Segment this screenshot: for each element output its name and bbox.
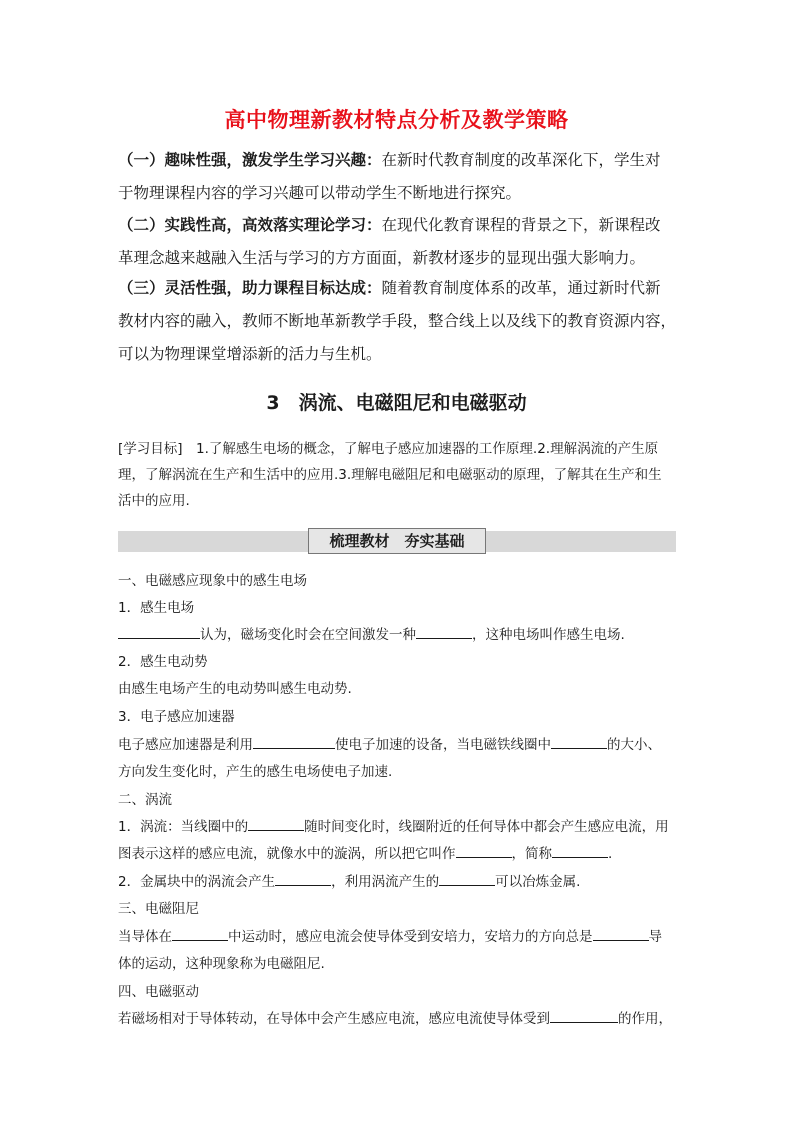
intro-heading-2: （二）实践性高，高效落实理论学习：	[118, 216, 382, 234]
fill-blank[interactable]	[416, 624, 472, 639]
text-span: 的作用，	[618, 1011, 672, 1027]
text-span: 1．涡流：当线圈中的	[118, 819, 249, 835]
intro-text: 革理念越来越融入生活与学习的方方面面，新教材逐步的显现出强大影响力。	[118, 249, 646, 267]
subheading-2: 2．感生电动势	[118, 654, 208, 670]
fill-blank[interactable]	[551, 734, 607, 749]
text-span: 可以冶炼金属.	[495, 874, 581, 890]
text-span: ，这种电场叫作感生电场.	[472, 627, 625, 643]
goal-line: [学习目标] 1.了解感生电场的概念，了解电子感应加速器的工作原理.2.理解涡流的产生原	[118, 441, 659, 457]
intro-text: 随着教育制度体系的改革，通过新时代新	[381, 279, 661, 297]
text-span: 导	[648, 929, 662, 945]
text-span: ，简称	[511, 846, 552, 862]
goal-line: 理，了解涡流在生产和生活中的应用.3.理解电磁阻尼和电磁驱动的原理，了解其在生产和生	[118, 467, 662, 483]
text-line	[118, 843, 680, 866]
fill-blank[interactable]	[456, 843, 512, 858]
heading-4: 四、电磁驱动	[118, 984, 199, 1000]
subheading-1: 1．感生电场	[118, 600, 195, 616]
intro-heading-3: （三）灵活性强，助力课程目标达成：	[118, 279, 382, 297]
subheading-3: 3．电子感应加速器	[118, 709, 235, 725]
intro-text: 在现代化教育课程的背景之下，新课程改	[381, 216, 661, 234]
intro-text: 可以为物理课堂增添新的活力与生机。	[118, 345, 382, 363]
text-span: 认为，磁场变化时会在空间激发一种	[200, 627, 416, 643]
text-span: 当导体在	[118, 929, 172, 945]
text-line: 方向发生变化时，产生的感生电场使电子加速.	[118, 764, 393, 780]
intro-paragraph-3	[118, 272, 680, 371]
goal-line: 活中的应用.	[118, 493, 190, 509]
intro-text: 于物理课程内容的学习兴趣可以带动学生不断地进行探究。	[118, 184, 522, 202]
banner-label: 梳理教材 夯实基础	[308, 528, 486, 554]
text-span: 若磁场相对于导体转动，在导体中会产生感应电流，感应电流使导体受到	[118, 1011, 550, 1027]
fill-blank[interactable]	[552, 843, 608, 858]
text-line	[118, 926, 680, 949]
text-span: 电子感应加速器是利用	[118, 737, 253, 753]
heading-2: 二、涡流	[118, 792, 172, 808]
text-span: 使电子加速的设备，当电磁铁线圈中	[335, 737, 551, 753]
text-span: ，利用涡流产生的	[331, 874, 440, 890]
section-title: 3 涡流、电磁阻尼和电磁驱动	[266, 392, 527, 414]
fill-blank[interactable]	[275, 871, 331, 886]
intro-paragraph-2	[118, 209, 680, 275]
intro-paragraph-1	[118, 144, 680, 210]
text-line	[118, 624, 680, 647]
text-span: 2．金属块中的涡流会产生	[118, 874, 276, 890]
fill-blank[interactable]	[172, 926, 228, 941]
text-span: .	[608, 846, 613, 862]
intro-heading-1: （一）趣味性强，激发学生学习兴趣：	[118, 151, 382, 169]
text-span: 中运动时，感应电流会使导体受到安培力，安培力的方向总是	[228, 929, 593, 945]
text-line	[118, 734, 680, 757]
text-line: 体的运动，这种现象称为电磁阻尼.	[118, 956, 325, 972]
fill-blank[interactable]	[593, 926, 649, 941]
text-line: 由感生电场产生的电动势叫感生电动势.	[118, 681, 352, 697]
document-title: 高中物理新教材特点分析及教学策略	[224, 108, 569, 132]
text-span: 图表示这样的感应电流，就像水中的漩涡，所以把它叫作	[118, 846, 456, 862]
heading-1: 一、电磁感应现象中的感生电场	[118, 573, 307, 589]
fill-blank[interactable]	[253, 734, 335, 749]
text-span: 随时间变化时，线圈附近的任何导体中都会产生感应电流，用	[304, 819, 669, 835]
text-line	[118, 816, 680, 839]
fill-blank[interactable]	[118, 624, 200, 639]
text-span: 的大小、	[607, 737, 661, 753]
intro-text: 在新时代教育制度的改革深化下，学生对	[381, 151, 661, 169]
fill-blank[interactable]	[550, 1008, 618, 1023]
heading-3: 三、电磁阻尼	[118, 901, 199, 917]
text-line	[118, 1008, 680, 1031]
text-line	[118, 871, 680, 894]
intro-text: 教材内容的融入，教师不断地革新教学手段，整合线上以及线下的教育资源内容，	[118, 312, 677, 330]
learning-goals	[118, 436, 680, 514]
fill-blank[interactable]	[439, 871, 495, 886]
fill-blank[interactable]	[248, 816, 304, 831]
